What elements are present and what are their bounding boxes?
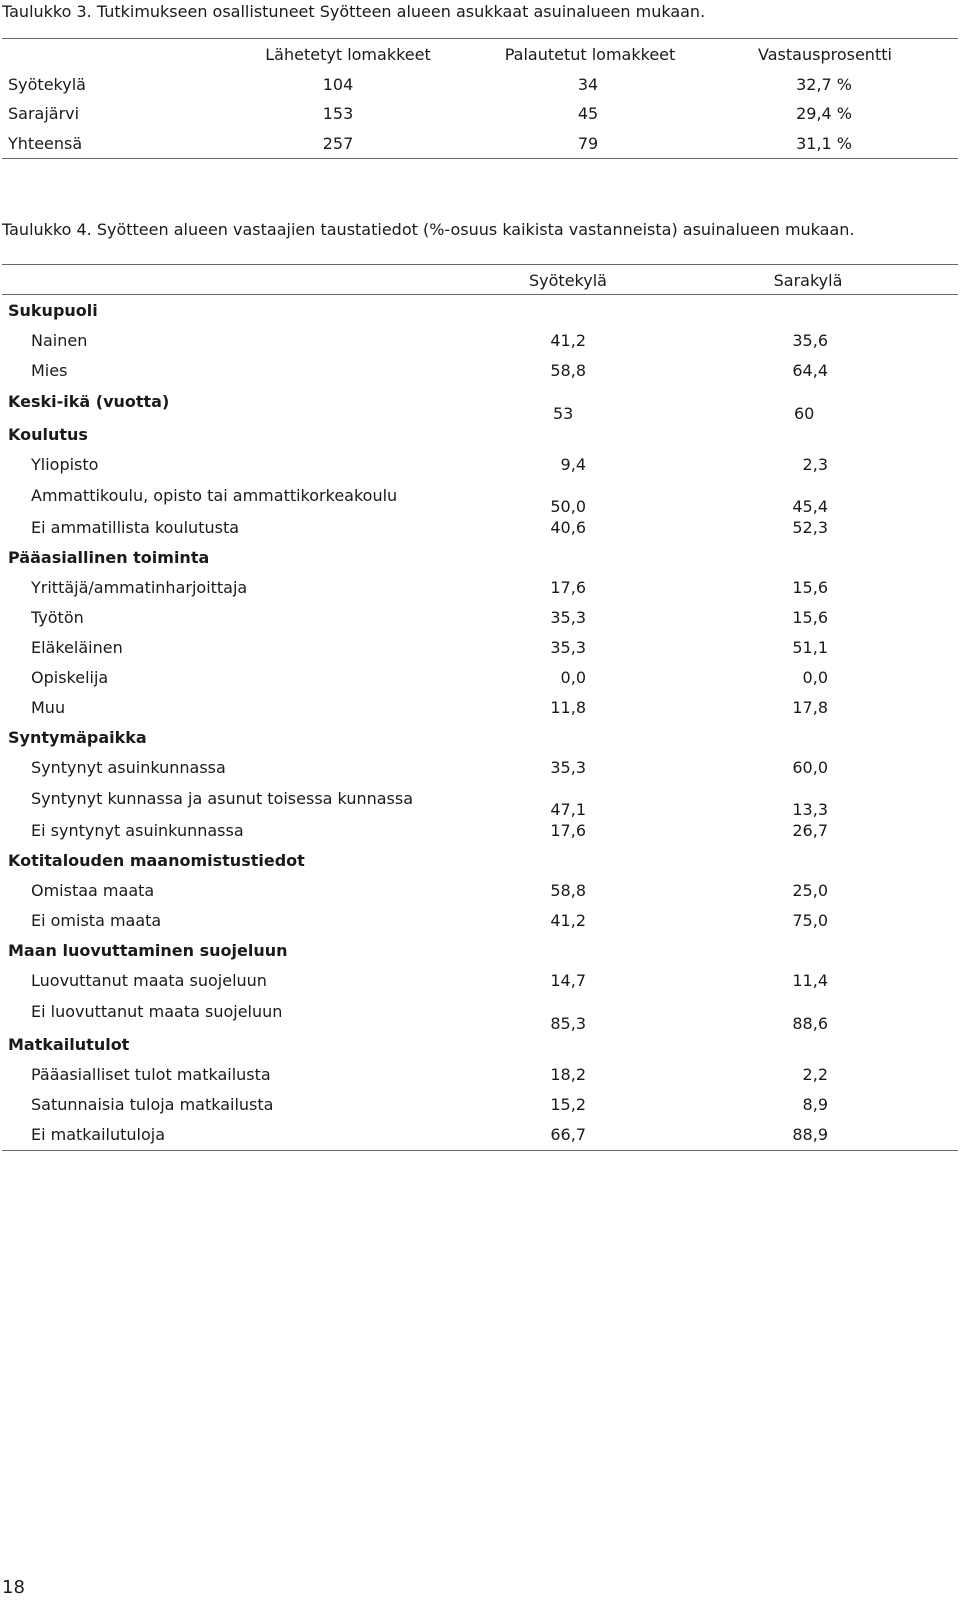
value-sarakyla: 2,3 [802,455,828,474]
value-sarakyla: 60 [794,404,815,423]
table3-row-label: Sarajärvi [8,104,80,123]
value-syotekyla: 58,8 [550,361,586,380]
category-heading: Sukupuoli [8,301,98,320]
row-label: Luovuttanut maata suojeluun [31,971,267,990]
table4-caption: Taulukko 4. Syötteen alueen vastaajien taustatiedot (%-osuus kaikista vastanneista) asuinalueen mukaan. [2,220,855,239]
value-syotekyla: 14,7 [550,971,586,990]
row-label: Nainen [31,331,88,350]
value-syotekyla: 53 [553,404,574,423]
value-sarakyla: 88,6 [792,1014,828,1033]
category-heading: Maan luovuttaminen suojeluun [8,941,288,960]
value-sarakyla: 26,7 [792,821,828,840]
table3-row-label: Syötekylä [8,75,86,94]
table4-header-syotekyla: Syötekylä [529,271,607,290]
value-syotekyla: 66,7 [550,1125,586,1144]
value-syotekyla: 15,2 [550,1095,586,1114]
value-syotekyla: 18,2 [550,1065,586,1084]
value-syotekyla: 40,6 [550,518,586,537]
row-label: Syntynyt kunnassa ja asunut toisessa kunnassa [31,789,414,808]
row-label: Syntynyt asuinkunnassa [31,758,226,777]
value-sarakyla: 2,2 [802,1065,828,1084]
value-syotekyla: 41,2 [550,331,586,350]
value-syotekyla: 35,3 [550,608,586,627]
value-syotekyla: 35,3 [550,758,586,777]
value-sarakyla: 25,0 [792,881,828,900]
page-number: 18 [2,1577,25,1598]
table3-row-label: Yhteensä [8,134,83,153]
row-label: Ei ammatillista koulutusta [31,518,240,537]
row-label: Satunnaisia tuloja matkailusta [31,1095,274,1114]
table3-caption: Taulukko 3. Tutkimukseen osallistuneet Syötteen alueen asukkaat asuinalueen mukaan. [2,2,706,21]
row-label: Ei syntynyt asuinkunnassa [31,821,244,840]
table4-header-rule [2,294,958,295]
category-heading: Keski-ikä (vuotta) [8,392,170,411]
value-syotekyla: 11,8 [550,698,586,717]
category-heading: Syntymäpaikka [8,728,147,747]
value-sarakyla: 60,0 [792,758,828,777]
table3-cell-rate: 32,7 % [796,75,852,94]
row-label: Työtön [31,608,84,627]
row-label: Muu [31,698,66,717]
table3-bottom-rule [2,158,958,159]
value-syotekyla: 17,6 [550,578,586,597]
category-heading: Matkailutulot [8,1035,130,1054]
value-sarakyla: 8,9 [802,1095,828,1114]
table3-cell-sent: 153 [322,104,354,123]
value-sarakyla: 15,6 [792,608,828,627]
table3-header-returned: Palautetut lomakkeet [504,45,676,64]
category-heading: Kotitalouden maanomistustiedot [8,851,305,870]
table3-top-rule [2,38,958,39]
value-syotekyla: 17,6 [550,821,586,840]
value-sarakyla: 13,3 [792,800,828,819]
table3-cell-rate: 29,4 % [796,104,852,123]
value-sarakyla: 51,1 [792,638,828,657]
row-label: Ei omista maata [31,911,162,930]
table3-cell-sent: 257 [322,134,354,153]
value-sarakyla: 64,4 [792,361,828,380]
value-syotekyla: 47,1 [550,800,586,819]
category-heading: Pääasiallinen toiminta [8,548,210,567]
value-syotekyla: 58,8 [550,881,586,900]
row-label: Pääasialliset tulot matkailusta [31,1065,271,1084]
value-sarakyla: 11,4 [792,971,828,990]
table3-cell-returned: 34 [577,75,599,94]
row-label: Ei luovuttanut maata suojeluun [31,1002,283,1021]
row-label: Ei matkailutuloja [31,1125,166,1144]
value-syotekyla: 35,3 [550,638,586,657]
table3-header-rate: Vastausprosentti [758,45,892,64]
value-sarakyla: 0,0 [802,668,828,687]
table3-header-sent: Lähetetyt lomakkeet [265,45,431,64]
table3-cell-rate: 31,1 % [796,134,852,153]
row-label: Yrittäjä/ammatinharjoittaja [31,578,248,597]
value-sarakyla: 35,6 [792,331,828,350]
table4-top-rule [2,264,958,265]
value-syotekyla: 0,0 [560,668,586,687]
value-sarakyla: 88,9 [792,1125,828,1144]
value-syotekyla: 85,3 [550,1014,586,1033]
row-label: Ammattikoulu, opisto tai ammattikorkeakoulu [31,486,398,505]
value-sarakyla: 15,6 [792,578,828,597]
value-sarakyla: 52,3 [792,518,828,537]
table3-cell-returned: 45 [577,104,599,123]
value-sarakyla: 45,4 [792,497,828,516]
row-label: Opiskelija [31,668,109,687]
category-heading: Koulutus [8,425,88,444]
value-syotekyla: 9,4 [560,455,586,474]
row-label: Mies [31,361,68,380]
value-sarakyla: 75,0 [792,911,828,930]
value-syotekyla: 50,0 [550,497,586,516]
table4-header-sarakyla: Sarakylä [773,271,843,290]
table4-bottom-rule [2,1150,958,1151]
value-syotekyla: 41,2 [550,911,586,930]
row-label: Omistaa maata [31,881,155,900]
row-label: Eläkeläinen [31,638,123,657]
table3-cell-returned: 79 [577,134,599,153]
value-sarakyla: 17,8 [792,698,828,717]
table3-cell-sent: 104 [322,75,354,94]
row-label: Yliopisto [31,455,99,474]
